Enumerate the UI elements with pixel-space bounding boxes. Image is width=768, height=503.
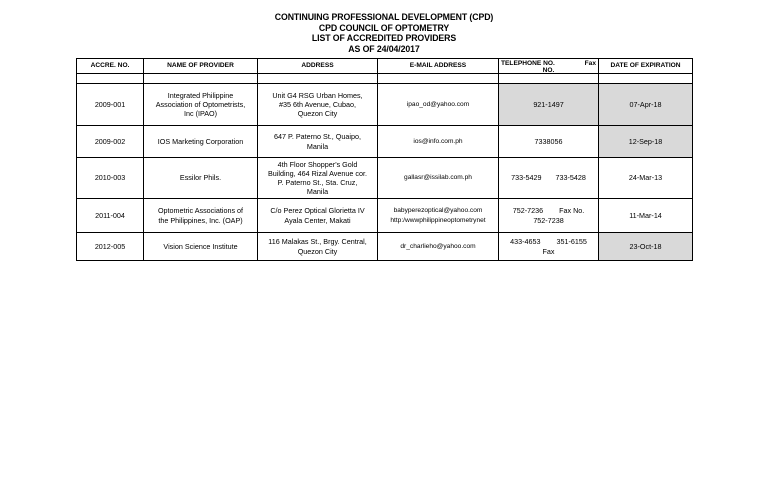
cell-address (258, 233, 378, 261)
cell-email-line: babyperezoptical@yahoo.com (393, 207, 483, 215)
col-date-of-expiration: DATE OF EXPIRATION (599, 59, 693, 74)
cell-email (378, 233, 499, 261)
cell-address (258, 199, 378, 233)
cell-provider-name-line: Vision Science Institute (163, 241, 238, 251)
cell-provider-name (144, 233, 258, 261)
cell-telephone-fax (499, 126, 599, 158)
cell-telephone-fax-line: 433-4653 351-6155 (510, 237, 587, 247)
cell-address (258, 84, 378, 126)
col-telephone-no-label: NO. (542, 67, 555, 74)
table-row (77, 84, 693, 126)
col-name-of-provider: NAME OF PROVIDER (144, 59, 258, 74)
title-line-1: CONTINUING PROFESSIONAL DEVELOPMENT (CPD) (274, 12, 494, 23)
cell-provider-name-line: Integrated Philippine (167, 90, 234, 100)
cell-address-line: Quezon City (297, 246, 338, 256)
cell-address (258, 158, 378, 199)
cell-address-line: 116 Malakas St., Brgy. Central, (268, 237, 367, 247)
cell-provider-name-line: Optometric Associations of (157, 206, 244, 216)
cell-accre-no: 2012-005 (77, 233, 144, 261)
cell-accre-no: 2010-003 (77, 158, 144, 199)
table-row (77, 233, 693, 261)
cell-address-line: Quezon City (297, 109, 338, 119)
cell-telephone-fax (499, 84, 599, 126)
title-line-3: LIST OF ACCREDITED PROVIDERS (311, 33, 457, 44)
cell-expiration-date: 24-Mar-13 (599, 158, 693, 199)
cell-telephone-fax-line: 921-1497 (533, 99, 564, 109)
cell-provider-name-line: Essilor Phils. (179, 173, 222, 183)
cell-expiration-date: 07-Apr-18 (599, 84, 693, 126)
table-row (77, 126, 693, 158)
cell-expiration-date: 12-Sep-18 (599, 126, 693, 158)
document-header (0, 13, 768, 55)
cell-telephone-fax-line: 752-7236 Fax No. (512, 206, 585, 216)
cell-telephone-fax-line: 752-7238 (533, 215, 564, 225)
title-line-2: CPD COUNCIL OF OPTOMETRY (318, 22, 450, 34)
cell-provider-name (144, 84, 258, 126)
cell-provider-name-line: Inc (IPAO) (183, 109, 217, 119)
cell-address-line: Ayala Center, Makati (284, 215, 351, 225)
cell-provider-name-line: the Philippines, Inc. (OAP) (158, 215, 243, 225)
cell-email (378, 126, 499, 158)
cell-telephone-fax (499, 158, 599, 199)
cell-telephone-fax-line: Fax (542, 246, 555, 256)
providers-table (76, 58, 693, 261)
cell-email (378, 199, 499, 233)
cell-email (378, 158, 499, 199)
cell-email-line: dr_charlieho@yahoo.com (400, 242, 476, 250)
cell-address-line: C/o Perez Optical Glorietta IV (270, 206, 365, 216)
cell-accre-no: 2009-002 (77, 126, 144, 158)
cell-address-line: #35 6th Avenue, Cubao, (279, 99, 356, 109)
cell-email (378, 84, 499, 126)
table-row (77, 199, 693, 233)
cell-telephone-fax-line: 7338056 (534, 136, 563, 146)
cell-address-line: Manila (306, 141, 329, 151)
cell-address-line: 4th Floor Shopper's Gold (277, 159, 358, 169)
cell-email-line: ios@info.com.ph (413, 137, 463, 145)
cell-telephone-fax (499, 199, 599, 233)
cell-telephone-fax (499, 233, 599, 261)
col-fax-label: Fax (584, 60, 596, 67)
cell-address-line: Manila (306, 187, 329, 197)
table-header-row (77, 59, 693, 74)
col-address: ADDRESS (258, 59, 378, 74)
cell-address-line: Unit G4 RSG Urban Homes, (272, 90, 363, 100)
cell-accre-no: 2011-004 (77, 199, 144, 233)
cell-provider-name-line: IOS Marketing Corporation (157, 136, 244, 146)
cell-provider-name (144, 126, 258, 158)
cell-provider-name (144, 158, 258, 199)
cell-address-line: Building, 464 Rizal Avenue cor. (268, 168, 367, 178)
cell-expiration-date: 23-Oct-18 (599, 233, 693, 261)
cell-email-line: http:/wwwphilippineoptometrynet (390, 216, 486, 224)
cell-accre-no: 2009-001 (77, 84, 144, 126)
cell-email-line: ipao_od@yahoo.com (406, 100, 470, 108)
cell-address (258, 126, 378, 158)
title-line-4: AS OF 24/04/2017 (348, 43, 420, 55)
spacer-row (77, 74, 693, 84)
table-row (77, 158, 693, 199)
cell-email-line: gallasr@issilab.com.ph (404, 174, 472, 182)
col-telephone-label: TELEPHONE NO. (501, 60, 555, 67)
cell-provider-name (144, 199, 258, 233)
cell-expiration-date: 11-Mar-14 (599, 199, 693, 233)
cell-telephone-fax-line: 733-5429 733-5428 (511, 173, 586, 183)
col-accre-no: ACCRE. NO. (77, 59, 144, 74)
col-email-address: E-MAIL ADDRESS (378, 59, 499, 74)
col-telephone-fax (499, 59, 599, 74)
cell-address-line: P. Paterno St., Sta. Cruz, (277, 178, 358, 187)
cell-address-line: 647 P. Paterno St., Quaipo, (274, 132, 361, 142)
cell-provider-name-line: Association of Optometrists, (155, 99, 246, 109)
